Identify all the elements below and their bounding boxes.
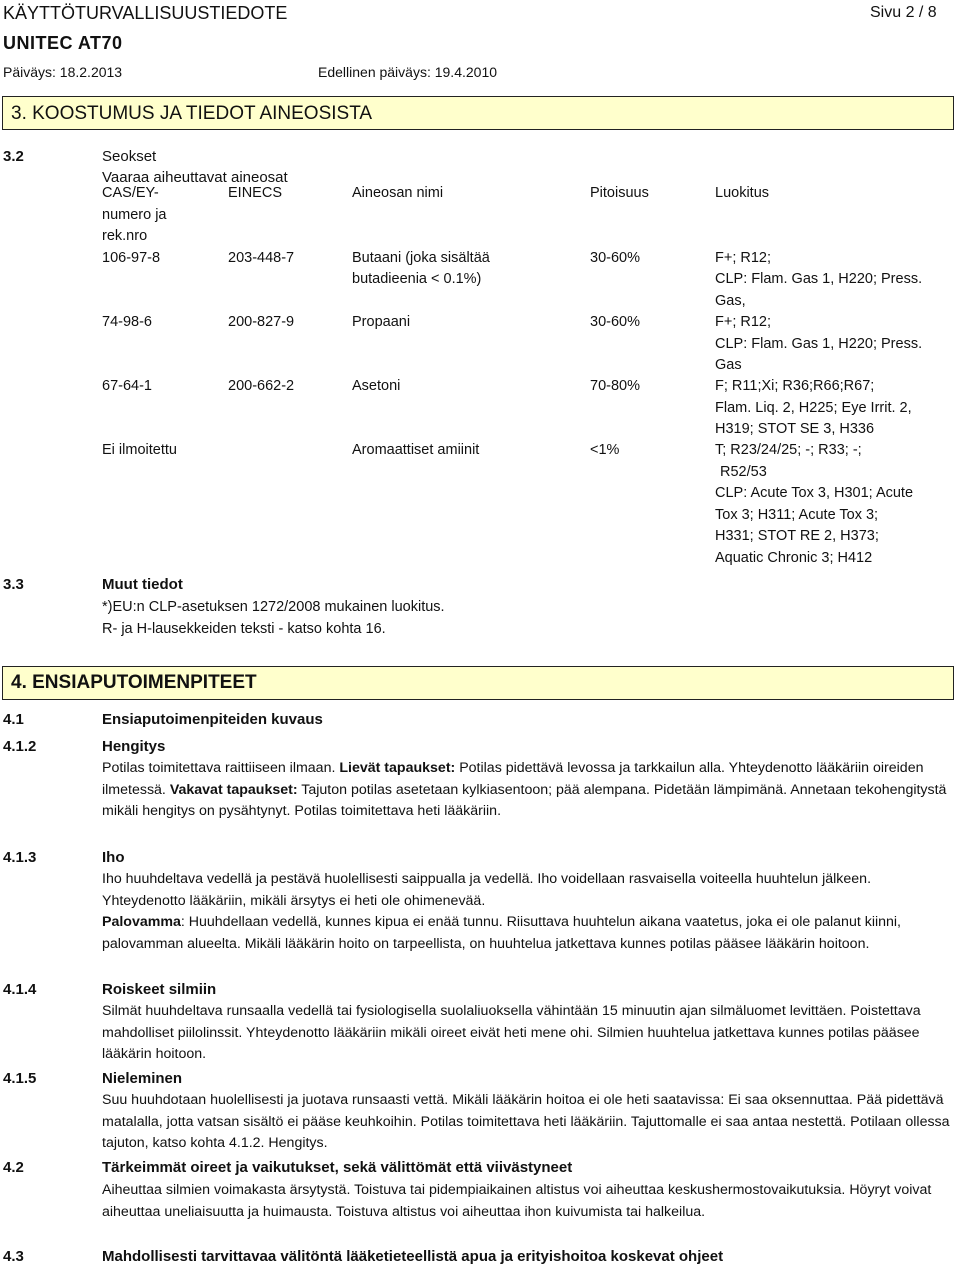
symptoms-text: Aiheuttaa silmien voimakasta ärsytystä. Toistuva tai pidempiaikainen altistus voi aiheuttaa keskushermostovaikutuksia. Höyryt voivat aiheuttaa uneliaisuutta ja huimausta. Toistuva altistus voi aiheuttaa ihon kuivumista tai halkeilua.	[102, 1182, 932, 1220]
clp-note: *)EU:n CLP-asetuksen 1272/2008 mukainen luokitus.	[102, 599, 445, 615]
section-4-heading	[2, 666, 954, 700]
table-row-einecs: 203-448-7	[228, 250, 295, 266]
table-row-classification: F; R11;Xi; R36;R66;R67;	[715, 378, 875, 394]
table-row-concentration: 30-60%	[590, 250, 640, 266]
issue-date: Päiväys: 18.2.2013	[3, 64, 123, 80]
eye-text: Silmät huuhdeltava runsaalla vedellä tai fysiologisella suolaliuoksella vähintään 15 minuutin ajan silmäluomet levittäen. Poistettava mahdolliset piilolinssit. Yhteydenotto lääkäriin mikäli oireet eivät heti mene ohi. Silmien huuhtelua jatkettava kunnes potilas pääsee lääkärin hoitoon.	[102, 1003, 921, 1062]
burn-text	[102, 912, 957, 955]
table-row-classification: CLP: Flam. Gas 1, H220; Press.	[715, 271, 923, 287]
table-row-classification: CLP: Flam. Gas 1, H220; Press.	[715, 336, 923, 352]
hazardous-components-label: Vaaraa aiheuttavat aineosat	[102, 169, 288, 186]
col-cas-line1: CAS/EY-	[102, 185, 159, 201]
previous-date: Edellinen päiväys: 19.4.2010	[318, 64, 498, 80]
table-row-concentration: 30-60%	[590, 314, 640, 330]
col-cas-line3: rek.nro	[102, 228, 148, 244]
section-3-2-title: Seokset	[102, 148, 157, 165]
col-classification: Luokitus	[715, 185, 770, 201]
section-3-heading	[2, 96, 954, 130]
table-row-cas: Ei ilmoitettu	[102, 442, 177, 458]
section-3-3-number: 3.3	[3, 576, 24, 593]
section-3-title: 3. KOOSTUMUS JA TIEDOT AINEOSISTA	[11, 103, 373, 124]
col-name: Aineosan nimi	[352, 185, 444, 201]
section-4-3-number: 4.3	[3, 1248, 24, 1265]
table-row-name: Butaani (joka sisältää	[352, 250, 490, 266]
inhalation-text	[102, 758, 957, 823]
section-4-1-5-title: Nieleminen	[102, 1070, 183, 1087]
section-4-3-title: Mahdollisesti tarvittavaa välitöntä lääketieteellistä apua ja erityishoitoa koskevat ohjeet	[102, 1248, 724, 1265]
section-4-1-4-title: Roiskeet silmiin	[102, 981, 217, 998]
table-row-name: Propaani	[352, 314, 411, 330]
section-4-1-2-title: Hengitys	[102, 738, 166, 755]
severe-cases-text: Tajuton potilas asetetaan kylkiasentoon; pää alempana. Pidetään lämpimänä. Annetaan tekohengitystä mikäli hengitys on pysähtynyt. Potilas toimitettava heti lääkäriin.	[102, 781, 947, 819]
table-row-classification: Flam. Liq. 2, H225; Eye Irrit. 2,	[715, 400, 912, 416]
col-einecs: EINECS	[228, 185, 282, 201]
section-4-1-4-number: 4.1.4	[3, 981, 37, 998]
table-row-classification: H331; STOT RE 2, H373;	[715, 528, 879, 544]
col-concentration: Pitoisuus	[590, 185, 649, 201]
phrases-note: R- ja H-lausekkeiden teksti - katso kohta 16.	[102, 621, 386, 637]
table-row-cas: 67-64-1	[102, 378, 152, 394]
table-row-classification: H319; STOT SE 3, H336	[715, 421, 875, 437]
table-row-concentration: 70-80%	[590, 378, 640, 394]
section-4-title: 4. ENSIAPUTOIMENPITEET	[11, 672, 257, 693]
ingestion-text: Suu huuhdotaan huolellisesti ja juotava runsaasti vettä. Mikäli lääkärin hoitoa ei ole heti saatavissa: Ei saa oksennuttaa. Pää pidettävä matalalla, jotta vatsan sisältö ei pääse keuhkoihin. Potilas toimitettava heti lääkäriin. Tajuttomalle ei saa antaa nestettä. Potilaan ollessa tajuton, katso kohta 4.1.2. Hengitys.	[102, 1092, 950, 1151]
severe-cases-label: Vakavat tapaukset:	[169, 781, 298, 798]
table-row-classification: CLP: Acute Tox 3, H301; Acute	[715, 485, 914, 501]
table-row-name-cont: butadieenia < 0.1%)	[352, 271, 482, 287]
section-3-3-title: Muut tiedot	[102, 576, 183, 593]
skin-text: Iho huuhdeltava vedellä ja pestävä huolellisesti saippualla ja vedellä. Iho voidellaan rasvaisella voiteella huuhtelun jälkeen. Yhteydenotto lääkäriin, mikäli ärsytys ei heti ole ohimenevää.	[102, 871, 872, 909]
table-row-classification: R52/53	[720, 464, 767, 480]
table-row-classification: Aquatic Chronic 3; H412	[715, 550, 873, 566]
page-number: Sivu 2 / 8	[870, 4, 937, 21]
mild-cases-text: Potilas pidettävä levossa ja tarkkailun alla. Yhteydenotto lääkäriin oireiden ilmetessä.	[102, 760, 924, 798]
table-row-name: Aromaattiset amiinit	[352, 442, 480, 458]
section-4-1-5-number: 4.1.5	[3, 1070, 37, 1087]
table-row-classification: F+; R12;	[715, 250, 772, 266]
table-row-name: Asetoni	[352, 378, 401, 394]
product-name: UNITEC AT70	[3, 33, 123, 53]
table-row-cas: 106-97-8	[102, 250, 161, 266]
section-4-1-3-title: Iho	[102, 849, 125, 866]
inhalation-intro: Potilas toimitettava raittiiseen ilmaan.	[102, 760, 340, 776]
table-row-einecs: 200-662-2	[228, 378, 295, 394]
table-row-classification: Tox 3; H311; Acute Tox 3;	[715, 507, 879, 523]
table-row-cas: 74-98-6	[102, 314, 152, 330]
section-4-2-number: 4.2	[3, 1159, 24, 1176]
burn-label: Palovamma	[102, 914, 181, 930]
table-row-classification: F+; R12;	[715, 314, 772, 330]
section-4-2-title: Tärkeimmät oireet ja vaikutukset, sekä välittömät että viivästyneet	[102, 1159, 573, 1176]
section-3-2-number: 3.2	[3, 148, 24, 165]
document-title: KÄYTTÖTURVALLISUUSTIEDOTE	[3, 3, 288, 23]
section-4-1-title: Ensiaputoimenpiteiden kuvaus	[102, 711, 323, 728]
table-row-concentration: <1%	[590, 442, 620, 458]
section-4-1-2-number: 4.1.2	[3, 738, 37, 755]
table-row-einecs: 200-827-9	[228, 314, 295, 330]
mild-cases-label: Lievät tapaukset:	[339, 760, 456, 776]
section-4-1-3-number: 4.1.3	[3, 849, 37, 866]
burn-instructions: : Huuhdellaan vedellä, kunnes kipua ei enää tunnu. Riisuttava huuhtelun aikana vaatetus, joka ei ole palanut kiinni, palovamman alueelta. Mikäli lääkärin hoito on tarpeellista, on huuhtelua jatkettava kunnes potilas pääsee lääkärin hoitoon.	[102, 914, 901, 952]
section-4-1-number: 4.1	[3, 711, 24, 728]
table-row-classification: Gas,	[715, 293, 746, 309]
table-row-classification: T; R23/24/25; -; R33; -;	[715, 442, 862, 458]
table-row-classification: Gas	[715, 357, 742, 373]
col-cas-line2: numero ja	[102, 207, 167, 223]
